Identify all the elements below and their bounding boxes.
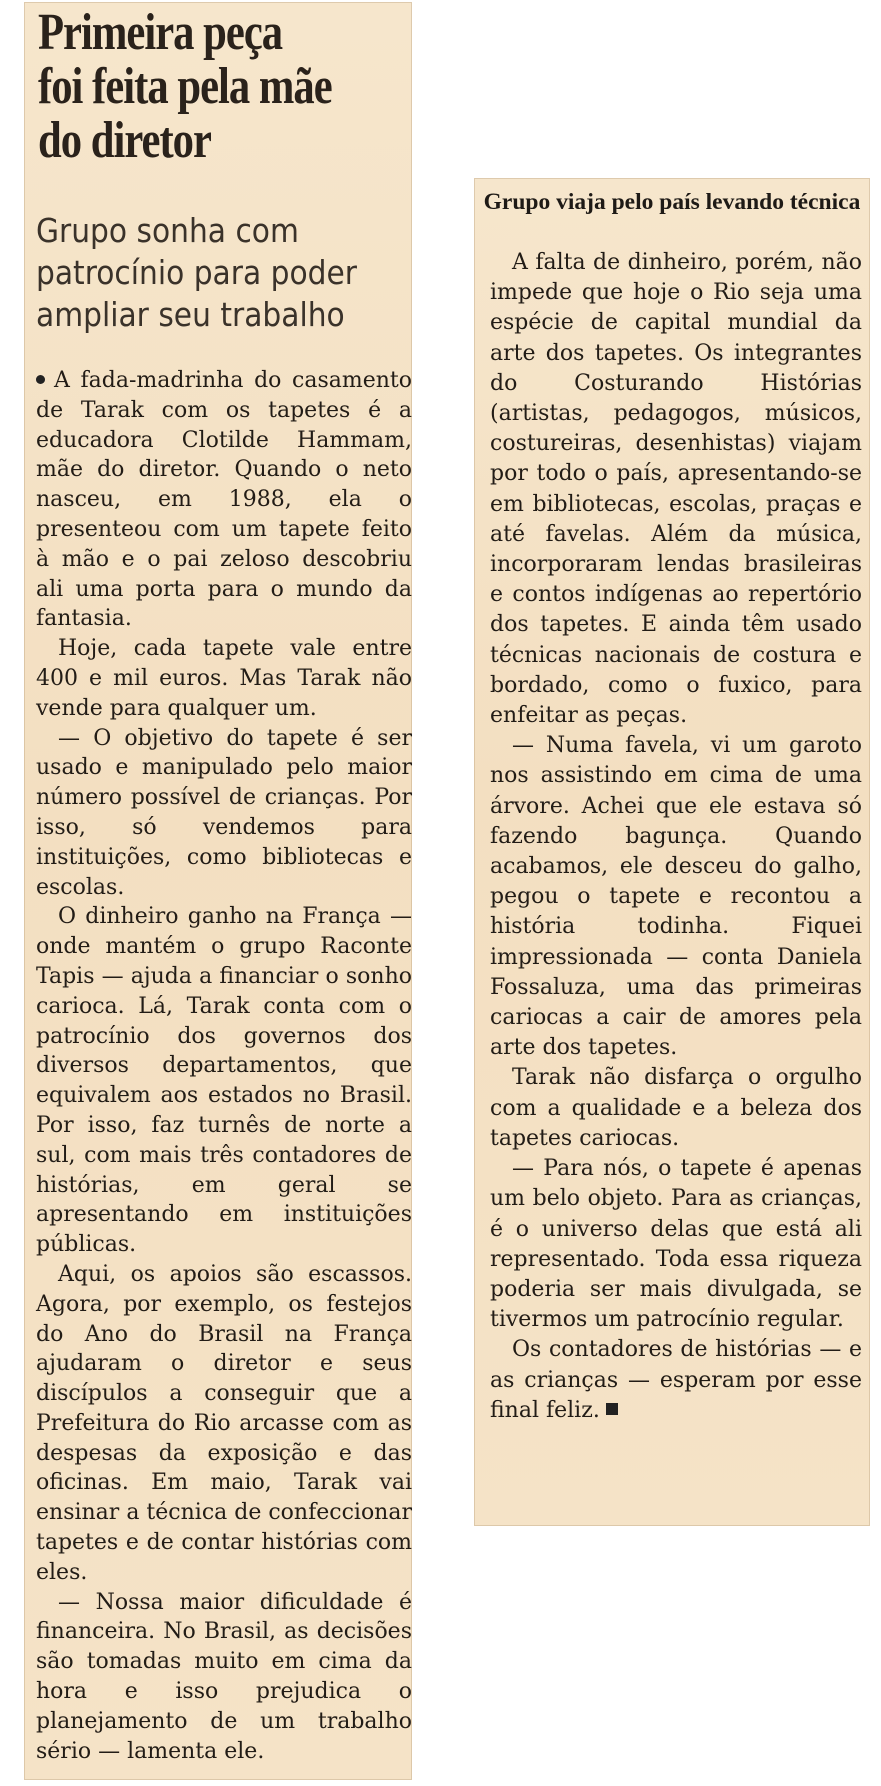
- right-article-clipping: [474, 178, 870, 1526]
- sidebar-body: [490, 248, 862, 1426]
- bullet-icon: [36, 375, 45, 384]
- article-paragraph: Tarak não disfarça o orgulho com a qualidade e a beleza dos tapetes cariocas.: [490, 1065, 862, 1151]
- article-body: [36, 366, 412, 1766]
- end-mark-icon: [606, 1403, 618, 1415]
- article-paragraph: Os contadores de histórias — e as crianças — esperam por esse final feliz.: [490, 1337, 862, 1423]
- left-article-clipping: [24, 2, 412, 1780]
- article-paragraph: A fada-madrinha do casamento de Tarak com os tapetes é a educadora Clotilde Hammam, mãe do diretor. Quando o neto nasceu, em 1988, ela o presenteou com um tapete feito à mão e o pai zeloso descobriu ali uma porta para o mundo da fantasia.: [36, 368, 412, 632]
- article-paragraph: — Nossa maior dificuldade é financeira. No Brasil, as decisões são tomadas muito em cima da hora e isso prejudica o planejamento de um trabalho sério — lamenta ele.: [36, 1589, 412, 1764]
- article-paragraph: — O objetivo do tapete é ser usado e manipulado pelo maior número possível de crianças. Por isso, só vendemos para instituições, como bibliotecas e escolas.: [36, 725, 412, 900]
- article-headline: Primeira peça foi feita pela mãe do diretor: [38, 4, 332, 169]
- article-subhead: Grupo sonha com patrocínio para poder ampliar seu trabalho: [36, 211, 357, 334]
- sidebar-title: Grupo viaja pelo país levando técnica: [483, 189, 861, 215]
- article-paragraph: Hoje, cada tapete vale entre 400 e mil euros. Mas Tarak não vende para qualquer um.: [36, 636, 412, 721]
- article-paragraph: Aqui, os apoios são escassos. Agora, por exemplo, os festejos do Ano do Brasil na França ajudaram o diretor e seus discípulos a conseguir que a Prefeitura do Rio arcasse com as despesas da exposição e das oficinas. Em maio, Tarak vai ensinar a técnica de confeccionar tapetes e de contar histórias com eles.: [36, 1261, 412, 1585]
- article-paragraph: O dinheiro ganho na França — onde mantém o grupo Raconte Tapis — ajuda a financiar o sonho carioca. Lá, Tarak conta com o patrocínio dos governos dos diversos departamentos, que equivalem aos estados no Brasil. Por isso, faz turnês de norte a sul, com mais três contadores de histórias, em geral se apresentando em instituições públicas.: [36, 904, 412, 1258]
- article-paragraph: — Para nós, o tapete é apenas um belo objeto. Para as crianças, é o universo delas que está ali representado. Toda essa riqueza poderia ser mais divulgada, se tivermos um patrocínio regular.: [490, 1156, 862, 1333]
- article-paragraph: A falta de dinheiro, porém, não impede que hoje o Rio seja uma espécie de capital mundial da arte dos tapetes. Os integrantes do Costurando Histórias (artistas, pedagogos, músicos, costureiras, desenhistas) viajam por todo o país, apresentando-se em bibliotecas, escolas, praças e até favelas. Além da música, incorporaram lendas brasileiras e contos indígenas ao repertório dos tapetes. E ainda têm usado técnicas nacionais de costura e bordado, como o fuxico, para enfeitar as peças.: [490, 250, 862, 729]
- article-paragraph: — Numa favela, vi um garoto nos assistindo em cima de uma árvore. Achei que ele estava só fazendo bagunça. Quando acabamos, ele desceu do galho, pegou o tapete e recontou a história todinha. Fiquei impressionada — conta Daniela Fossaluza, uma das primeiras cariocas a cair de amores pela arte dos tapetes.: [490, 733, 862, 1061]
